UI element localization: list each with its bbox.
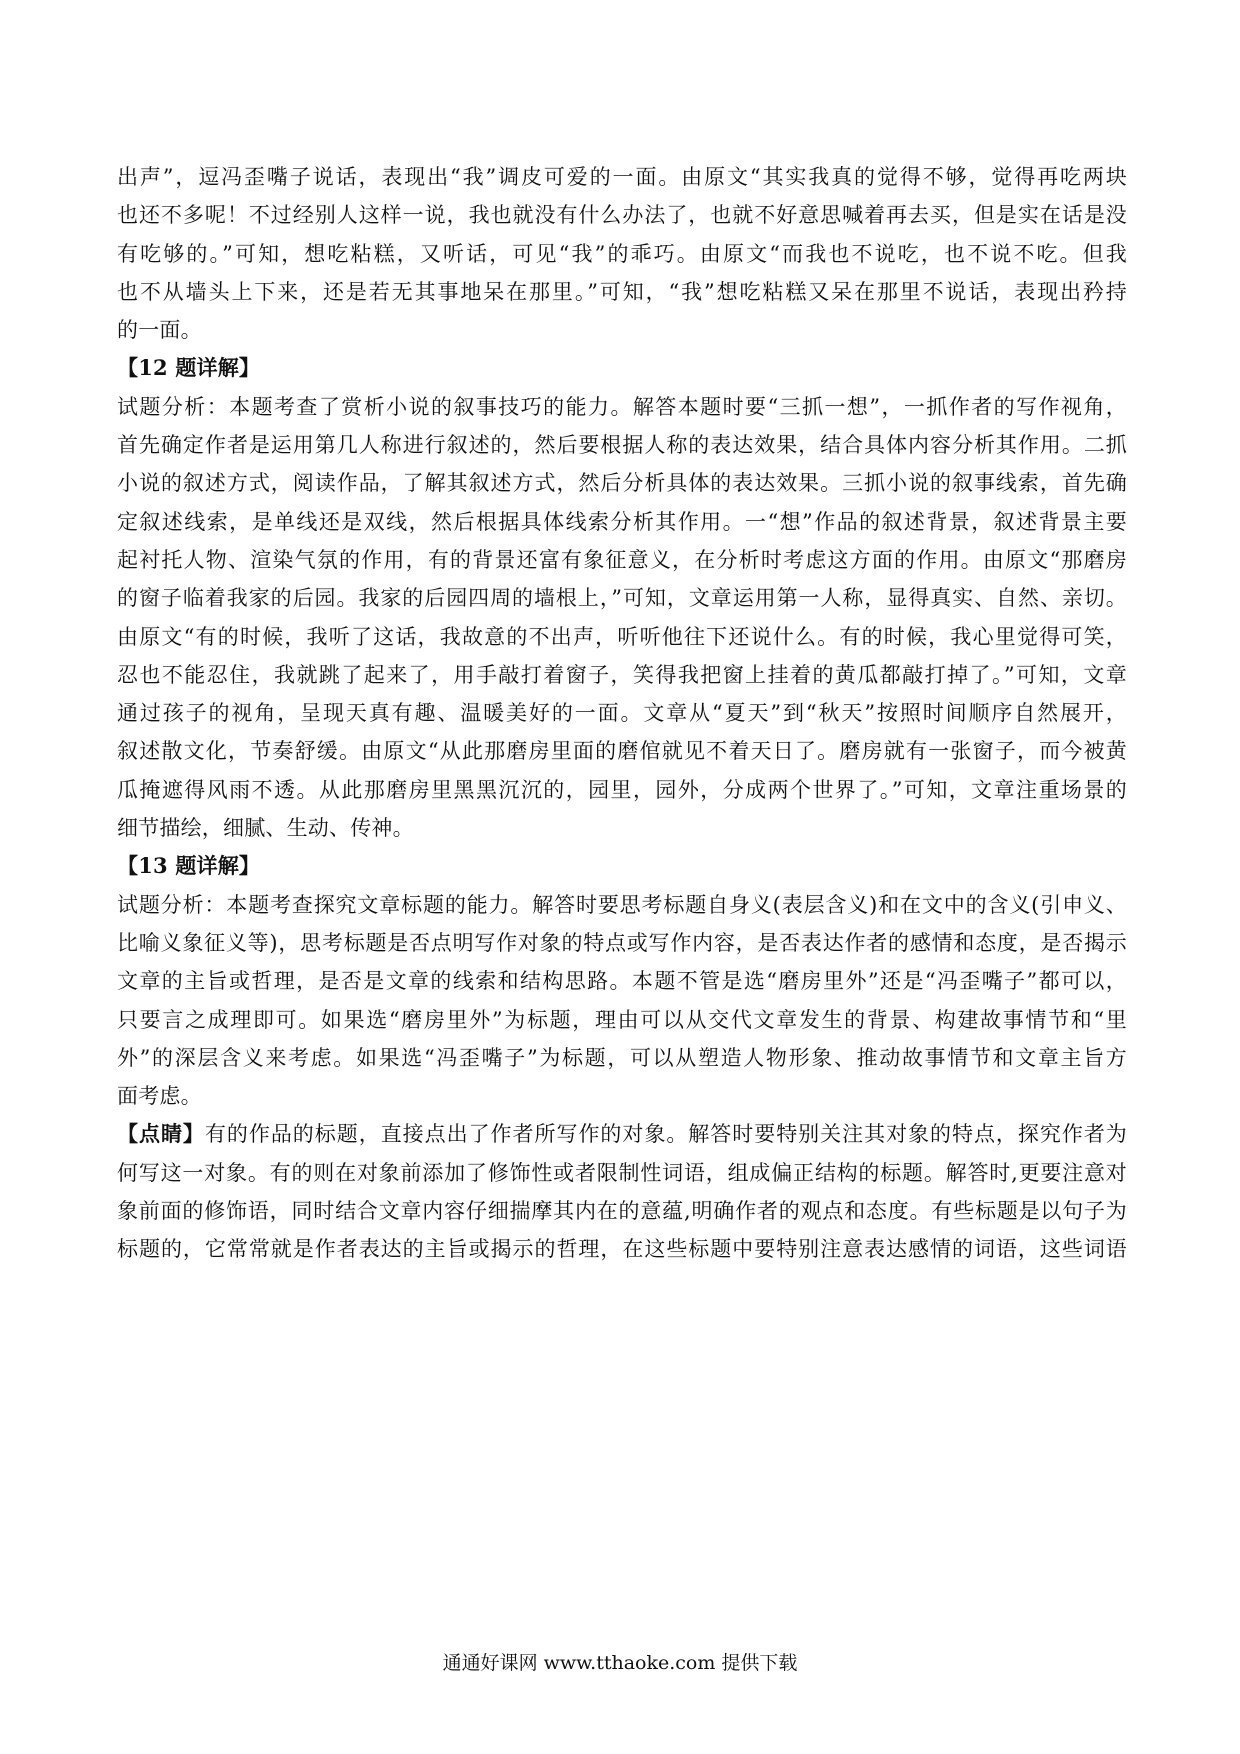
text-line: 比喻义象征义等)，思考标题是否点明写作对象的特点或写作内容，是否表达作者的感情和态度，是否揭示	[117, 930, 1127, 955]
text-line: 小说的叙述方式，阅读作品，了解其叙述方式，然后分析具体的表达效果。三抓小说的叙事线索，首先确	[117, 471, 1127, 496]
text-line: 的窗子临着我家的后园。我家的后园四周的墙根上，”可知，文章运用第一人称，显得真实、自然、亲切。	[117, 586, 1127, 611]
section-heading-12: 【12 题详解】	[117, 355, 261, 381]
text-line: 也不从墙头上下来，还是若无其事地呆在那里。”可知，“我”想吃粘糕又呆在那里不说话，表现出矜持	[117, 279, 1127, 304]
text-line: 出声”，逗冯歪嘴子说话，表现出“我”调皮可爱的一面。由原文“其实我真的觉得不够，觉得再吃两块	[117, 165, 1127, 189]
text-line: 忍也不能忍住，我就跳了起来了，用手敲打着窗子，笑得我把窗上挂着的黄瓜都敲打掉了。”可知，文章	[117, 662, 1127, 687]
text-line: 也还不多呢！不过经别人这样一说，我也就没有什么办法了，也就不好意思喊着再去买，但是实在话是没	[117, 203, 1127, 228]
text-line: 通过孩子的视角，呈现天真有趣、温暖美好的一面。文章从“夏天”到“秋天”按照时间顺序自然展开，	[117, 701, 1127, 726]
section-heading-13: 【13 题详解】	[117, 853, 261, 879]
text-line: 细节描绘，细腻、生动、传神。	[117, 816, 414, 841]
text-line: 只要言之成理即可。如果选“磨房里外”为标题，理由可以从交代文章发生的背景、构建故事情节和“里	[117, 1007, 1127, 1032]
text-line: 文章的主旨或哲理，是否是文章的线索和结构思路。本题不管是选“磨房里外”还是“冯歪嘴子”都可以，	[117, 969, 1127, 994]
text-line: 面考虑。	[117, 1084, 202, 1109]
section-13	[117, 847, 1127, 1115]
tip-section	[117, 1115, 1127, 1268]
text-line: 首先确定作者是运用第几人称进行叙述的，然后要根据人称的表达效果，结合具体内容分析其作用。二抓	[117, 433, 1127, 458]
page-footer: 通通好课网 www.tthaoke.com 提供下载	[442, 1652, 798, 1674]
text-line: 试题分析：本题考查了赏析小说的叙事技巧的能力。解答本题时要“三抓一想”，一抓作者的写作视角，	[117, 394, 1127, 419]
tip-first-line	[117, 1115, 1127, 1153]
text-line: 有吃够的。”可知，想吃粘糕，又听话，可见“我”的乖巧。由原文“而我也不说吃，也不说不吃。但我	[117, 241, 1127, 266]
tip-first-text: 有的作品的标题，直接点出了作者所写作的对象。解答时要特别关注其对象的特点，探究作者为	[204, 1122, 1127, 1147]
text-line: 起衬托人物、渲染气氛的作用，有的背景还富有象征意义，在分析时考虑这方面的作用。由原文“那磨房	[117, 547, 1127, 572]
text-line: 象前面的修饰语，同时结合文章内容仔细揣摩其内在的意蕴,明确作者的观点和态度。有些标题是以句子为	[117, 1199, 1127, 1224]
text-line: 外”的深层含义来考虑。如果选“冯歪嘴子”为标题，可以从塑造人物形象、推动故事情节和文章主旨方	[117, 1045, 1127, 1070]
text-line: 定叙述线索，是单线还是双线，然后根据具体线索分析其作用。一“想”作品的叙述背景，叙述背景主要	[117, 509, 1127, 534]
text-line: 何写这一对象。有的则在对象前添加了修饰性或者限制性词语，组成偏正结构的标题。解答时,更要注意对	[117, 1160, 1127, 1185]
text-line: 标题的，它常常就是作者表达的主旨或揭示的哲理，在这些标题中要特别注意表达感情的词语，这些词语	[117, 1237, 1127, 1262]
tip-label: 【点睛】	[117, 1121, 205, 1147]
document-body	[117, 158, 1127, 1269]
text-line: 叙述散文化，节奏舒缓。由原文“从此那磨房里面的磨倌就见不着天日了。磨房就有一张窗子，而今被黄	[117, 739, 1127, 764]
text-line: 瓜掩遮得风雨不透。从此那磨房里黑黑沉沉的，园里，园外，分成两个世界了。”可知，文章注重场景的	[117, 777, 1127, 802]
text-line: 试题分析：本题考查探究文章标题的能力。解答时要思考标题自身义(表层含义)和在文中的含义(引申义、	[117, 892, 1127, 917]
text-line: 由原文“有的时候，我听了这话，我故意的不出声，听听他往下还说什么。有的时候，我心里觉得可笑，	[117, 624, 1127, 649]
section-12	[117, 349, 1127, 847]
text-line: 的一面。	[117, 318, 202, 343]
paragraph-continued	[117, 158, 1127, 349]
